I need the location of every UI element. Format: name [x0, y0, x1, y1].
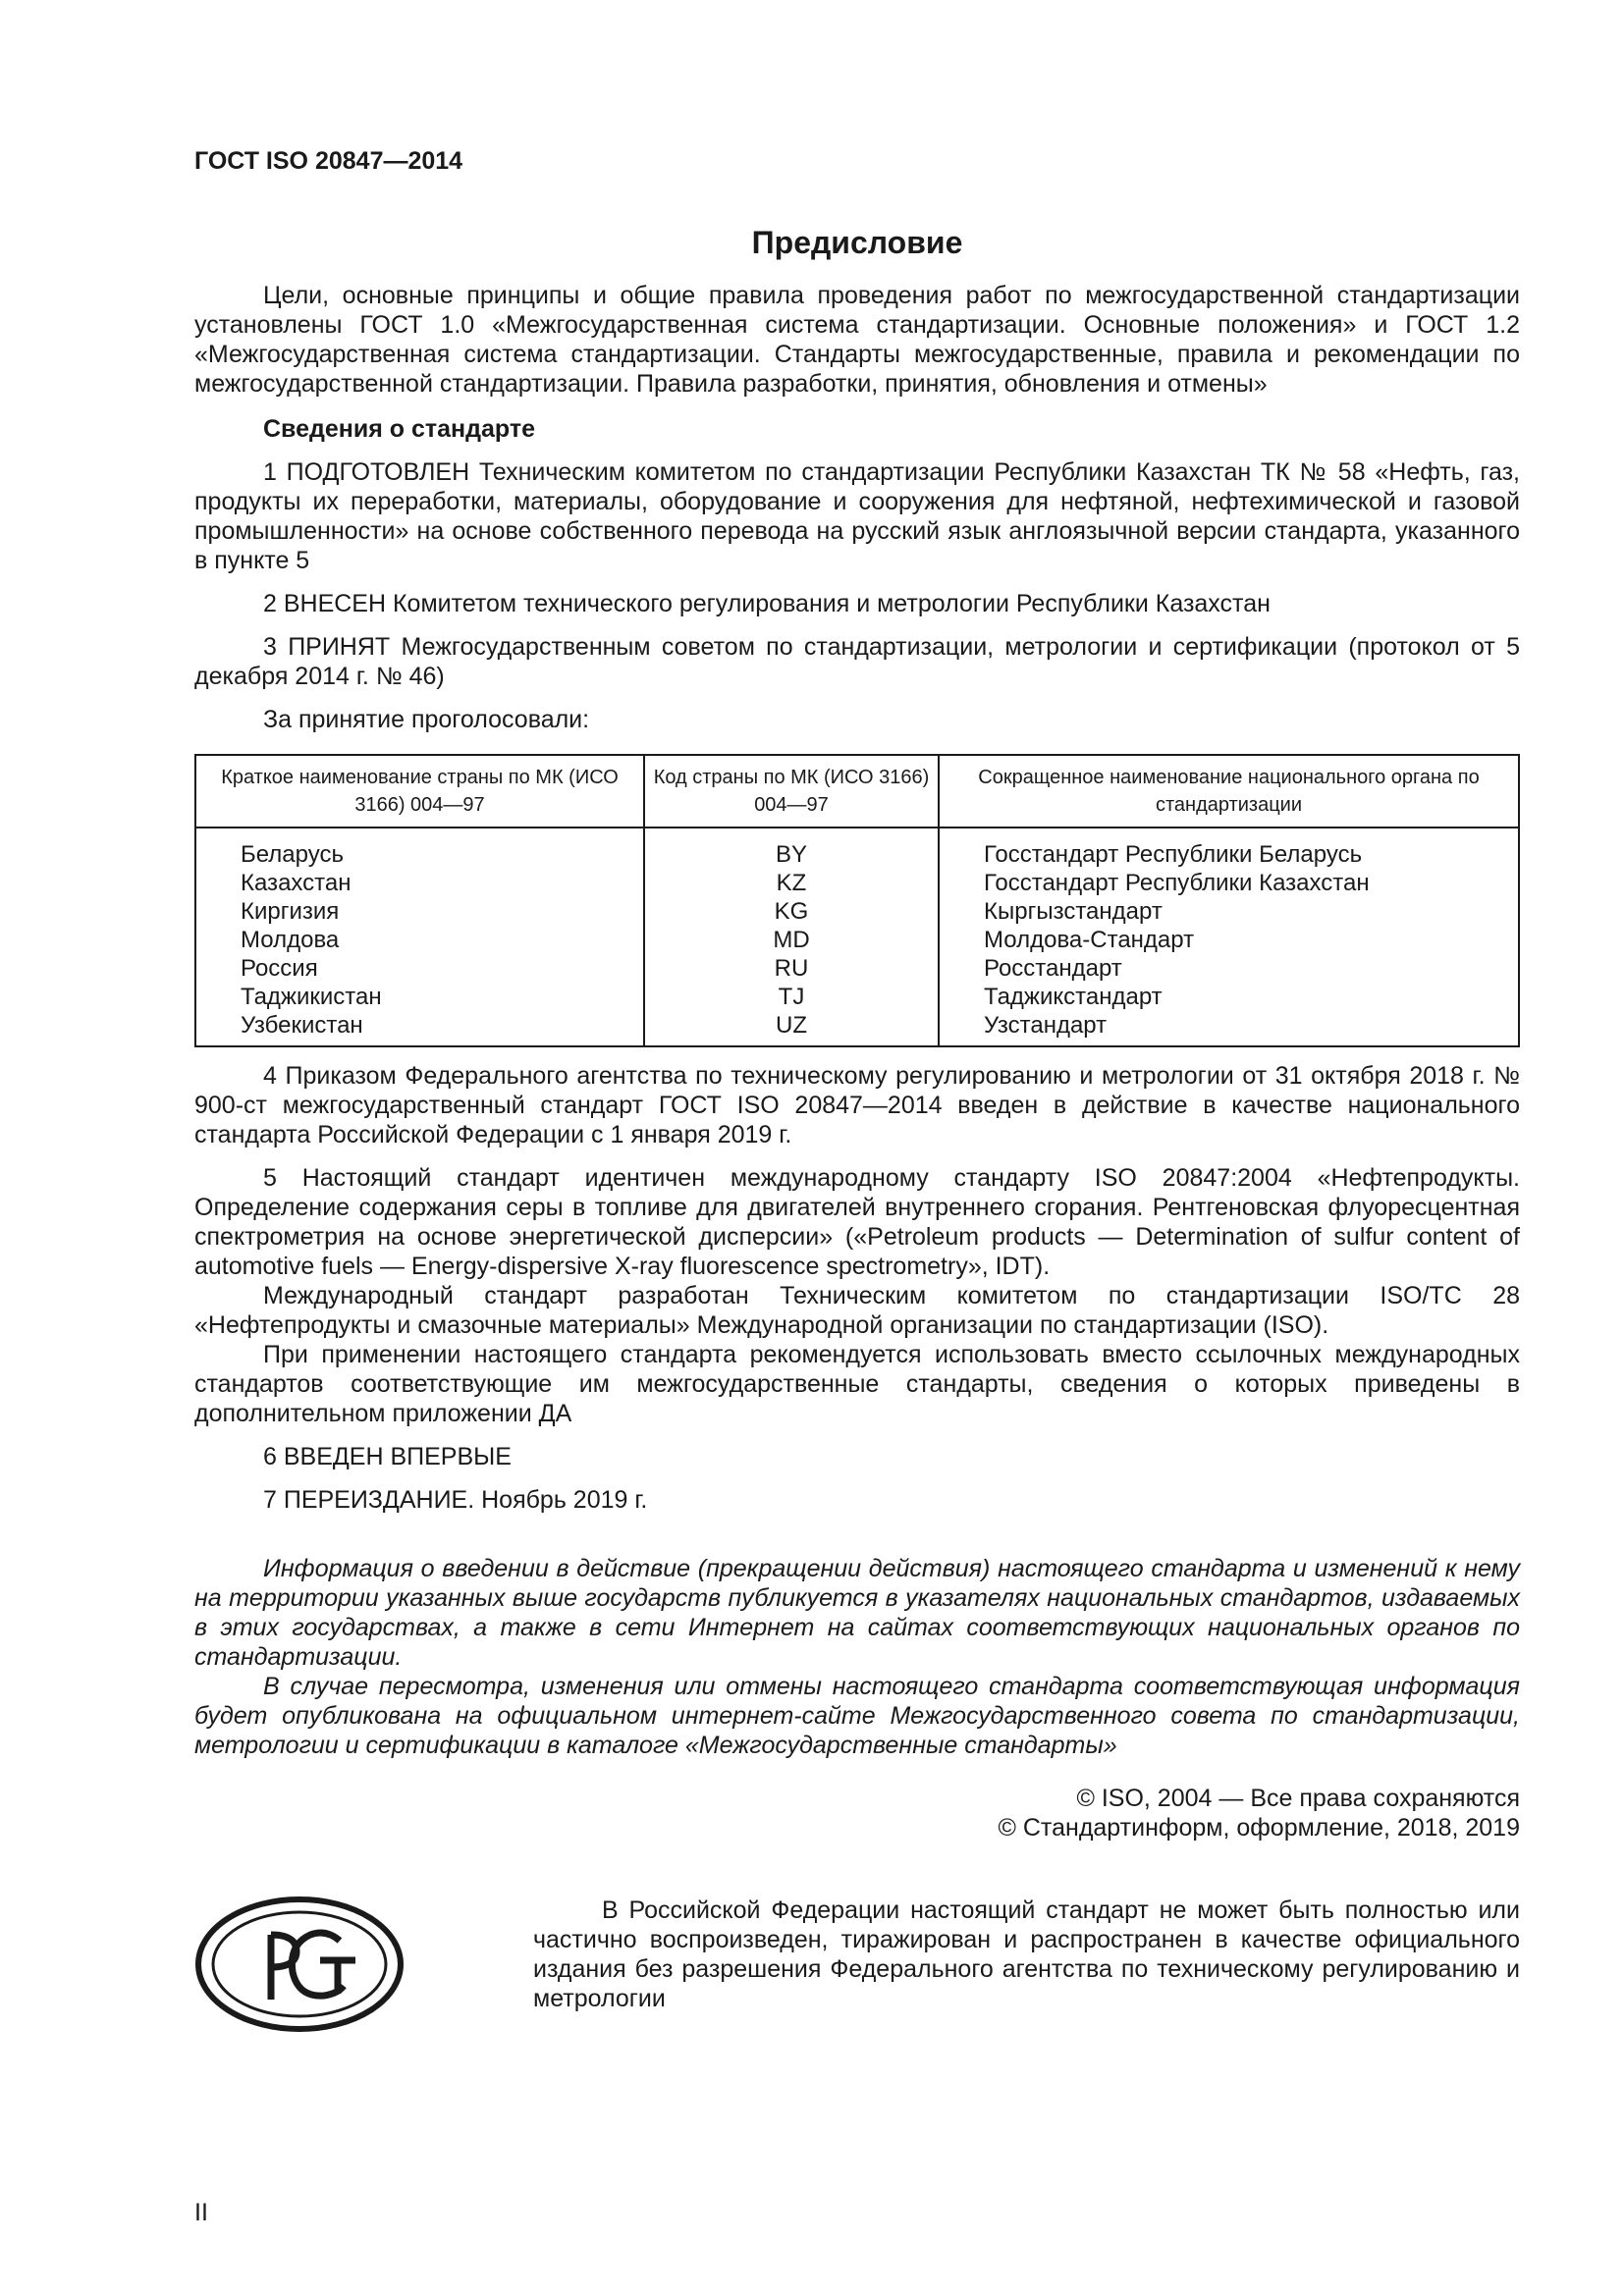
item-5: 5 Настоящий стандарт идентичен международному стандарту ISO 20847:2004 «Нефтепродукты. Определение содержания серы в топливе для двигателей внутреннего сгорания. Рентгеновская флуоресцентная спектрометрия на основе энергетической дисперсии» («Petroleum products — Determination of sulfur content of automotive fuels — Energy-dispersive X-ray fluorescence spectrometry», IDT). — [194, 1164, 1520, 1280]
country-cell: Казахстан — [241, 870, 352, 896]
code-cell: RU — [774, 955, 809, 982]
code-cell: KG — [774, 898, 809, 925]
intro-paragraph: Цели, основные принципы и общие правила проведения работ по межгосударственной стандартизации установлены ГОСТ 1.0 «Межгосударственная система стандартизации. Основные положения» и ГОСТ 1.2 «Межгосударственная система стандартизации. Стандарты межгосударственные, правила и рекомендации по межгосударственной стандартизации. Правила разработки, принятия, обновления и отмены» — [194, 282, 1520, 398]
info-italic-2: В случае пересмотра, изменения или отмены настоящего стандарта соответствующая информация будет опубликована на официальном интернет-сайте Межгосударственного совета по стандартизации, метрологии и сертификации в каталоге «Межгосударственные стандарты» — [194, 1673, 1520, 1759]
body-cell: Госстандарт Республики Казахстан — [984, 870, 1370, 896]
country-cell: Киргизия — [241, 898, 340, 925]
body-cell: Узстандарт — [984, 1012, 1108, 1039]
rst-certification-mark-icon — [194, 1896, 406, 2033]
country-column — [195, 828, 644, 1046]
table-header-code: Код страны по МК (ИСО 3166) 004—97 — [644, 755, 939, 828]
code-column — [644, 828, 939, 1046]
table-header-country: Краткое наименование страны по МК (ИСО 3166) 004—97 — [195, 755, 644, 828]
code-cell: BY — [775, 841, 807, 868]
bottom-section — [194, 1896, 1520, 2062]
code-cell: MD — [773, 927, 810, 953]
item-6: 6 ВВЕДЕН ВПЕРВЫЕ — [263, 1443, 512, 1470]
table-row — [195, 828, 1519, 1046]
body-column — [939, 828, 1519, 1046]
body-cell: Молдова-Стандарт — [984, 927, 1195, 953]
item-5-tc: Международный стандарт разработан Техническим комитетом по стандартизации ISO/TC 28 «Нефтепродукты и смазочные материалы» Международной организации по стандартизации (ISO). — [194, 1282, 1520, 1339]
item-1: 1 ПОДГОТОВЛЕН Техническим комитетом по стандартизации Республики Казахстан ТК № 58 «Нефть, газ, продукты их переработки, материалы, оборудование и сооружения для нефтяной, нефтехимической и газовой промышленности» на основе собственного перевода на русский язык англоязычной версии стандарта, указанного в пункте 5 — [194, 458, 1520, 574]
code-cell: KZ — [776, 870, 807, 896]
item-3: 3 ПРИНЯТ Межгосударственным советом по стандартизации, метрологии и сертификации (протокол от 5 декабря 2014 г. № 46) — [194, 633, 1520, 690]
reproduction-notice: В Российской Федерации настоящий стандарт не может быть полностью или частично воспроизведен, тиражирован и распространен в качестве официального издания без разрешения Федерального агентства по техническому регулированию и метрологии — [533, 1896, 1520, 2012]
item-7: 7 ПЕРЕИЗДАНИЕ. Ноябрь 2019 г. — [263, 1486, 648, 1514]
country-cell: Таджикистан — [241, 984, 382, 1010]
copyright-iso: © ISO, 2004 — Все права сохраняются — [1076, 1785, 1520, 1812]
country-cell: Узбекистан — [241, 1012, 363, 1039]
body-cell: Таджикстандарт — [984, 984, 1163, 1010]
copyright-standartinform: © Стандартинформ, оформление, 2018, 2019 — [998, 1814, 1520, 1842]
document-header: ГОСТ ISO 20847—2014 — [194, 147, 463, 175]
body-cell: Госстандарт Республики Беларусь — [984, 841, 1363, 868]
page-number: II — [194, 2199, 208, 2226]
info-heading: Сведения о стандарте — [263, 415, 536, 443]
item-5-usage: При применении настоящего стандарта рекомендуется использовать вместо ссылочных международных стандартов соответствующие им межгосударственные стандарты, сведения о которых приведены в дополнительном приложении ДА — [194, 1341, 1520, 1427]
body-cell: Росстандарт — [984, 955, 1122, 982]
voted-label: За принятие проголосовали: — [263, 706, 590, 733]
body-cell: Кыргызстандарт — [984, 898, 1163, 925]
item-4: 4 Приказом Федерального агентства по техническому регулированию и метрологии от 31 октября 2018 г. № 900-ст межгосударственный стандарт ГОСТ ISO 20847—2014 введен в действие в качестве национального стандарта Российской Федерации с 1 января 2019 г. — [194, 1062, 1520, 1148]
country-cell: Россия — [241, 955, 318, 982]
info-italic-1: Информация о введении в действие (прекращении действия) настоящего стандарта и изменений к нему на территории указанных выше государств публикуется в указателях национальных стандартов, издаваемых в этих государствах, а также в сети Интернет на сайтах соответствующих национальных органов по стандартизации. — [194, 1555, 1520, 1671]
country-cell: Молдова — [241, 927, 340, 953]
country-cell: Беларусь — [241, 841, 344, 868]
table-header-body: Сокращенное наименование национального органа по стандартизации — [939, 755, 1519, 828]
voting-table — [194, 754, 1520, 1047]
code-cell: TJ — [778, 984, 805, 1010]
code-cell: UZ — [776, 1012, 807, 1039]
document-page — [194, 147, 1520, 2062]
item-2: 2 ВНЕСЕН Комитетом технического регулирования и метрологии Республики Казахстан — [263, 590, 1271, 617]
page-title: Предисловие — [751, 225, 963, 260]
